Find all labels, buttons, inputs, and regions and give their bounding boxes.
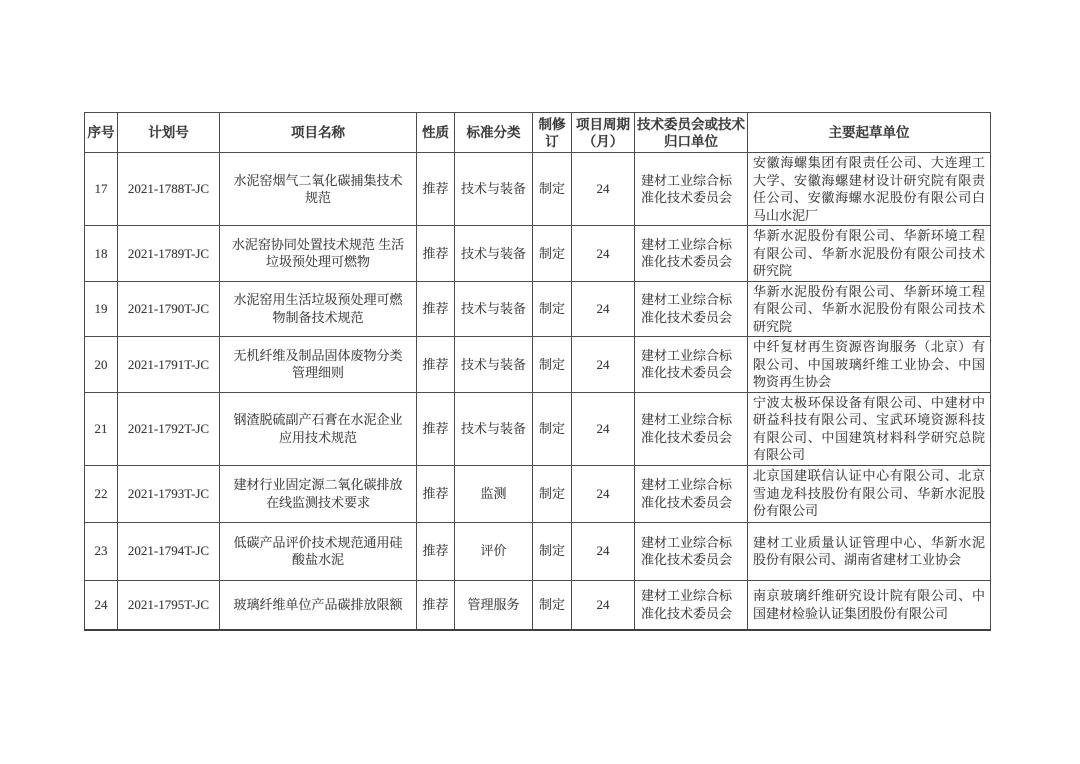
table-row <box>85 153 991 226</box>
cell-drafters: 安徽海螺集团有限责任公司、大连理工大学、安徽海螺建材设计研究院有限责任公司、安徽海螺水泥股份有限公司白马山水泥厂 <box>748 153 991 226</box>
cell-plan: 2021-1789T-JC <box>118 226 220 282</box>
header-col-no: 序号 <box>85 113 118 153</box>
cell-revision: 制定 <box>533 226 572 282</box>
table-row <box>85 281 991 337</box>
standards-plan-table <box>84 112 991 631</box>
header-col-committee: 技术委员会或技术归口单位 <box>635 113 748 153</box>
cell-category: 评价 <box>455 522 533 580</box>
cell-no: 22 <box>85 465 118 522</box>
cell-plan: 2021-1793T-JC <box>118 465 220 522</box>
cell-drafters: 建材工业质量认证管理中心、华新水泥股份有限公司、湖南省建材工业协会 <box>748 522 991 580</box>
cell-drafters: 南京玻璃纤维研究设计院有限公司、中国建材检验认证集团股份有限公司 <box>748 580 991 630</box>
table-row <box>85 337 991 393</box>
cell-nature: 推荐 <box>417 522 455 580</box>
cell-name: 低碳产品评价技术规范通用硅酸盐水泥 <box>220 522 417 580</box>
cell-nature: 推荐 <box>417 465 455 522</box>
cell-name: 钢渣脱硫副产石膏在水泥企业应用技术规范 <box>220 392 417 465</box>
cell-nature: 推荐 <box>417 281 455 337</box>
cell-category: 监测 <box>455 465 533 522</box>
header-col-revision: 制修订 <box>533 113 572 153</box>
cell-name: 水泥窑协同处置技术规范 生活垃圾预处理可燃物 <box>220 226 417 282</box>
cell-no: 23 <box>85 522 118 580</box>
cell-revision: 制定 <box>533 580 572 630</box>
cell-drafters: 宁波太极环保设备有限公司、中建材中研益科技有限公司、宝武环境资源科技有限公司、中国建筑材料科学研究总院有限公司 <box>748 392 991 465</box>
cell-category: 技术与装备 <box>455 337 533 393</box>
cell-revision: 制定 <box>533 337 572 393</box>
cell-plan: 2021-1791T-JC <box>118 337 220 393</box>
header-col-name: 项目名称 <box>220 113 417 153</box>
cell-revision: 制定 <box>533 392 572 465</box>
cell-committee: 建材工业综合标准化技术委员会 <box>635 465 748 522</box>
standards-plan-table-container <box>84 112 990 631</box>
cell-category: 技术与装备 <box>455 226 533 282</box>
cell-nature: 推荐 <box>417 580 455 630</box>
cell-period: 24 <box>572 153 635 226</box>
table-header-row <box>85 113 991 153</box>
header-col-category: 标准分类 <box>455 113 533 153</box>
table-row <box>85 392 991 465</box>
cell-period: 24 <box>572 226 635 282</box>
table-row <box>85 226 991 282</box>
cell-plan: 2021-1790T-JC <box>118 281 220 337</box>
cell-period: 24 <box>572 281 635 337</box>
cell-no: 17 <box>85 153 118 226</box>
cell-revision: 制定 <box>533 153 572 226</box>
cell-revision: 制定 <box>533 281 572 337</box>
cell-plan: 2021-1794T-JC <box>118 522 220 580</box>
cell-name: 玻璃纤维单位产品碳排放限额 <box>220 580 417 630</box>
cell-committee: 建材工业综合标准化技术委员会 <box>635 522 748 580</box>
table-row <box>85 522 991 580</box>
cell-committee: 建材工业综合标准化技术委员会 <box>635 337 748 393</box>
cell-drafters: 华新水泥股份有限公司、华新环境工程有限公司、华新水泥股份有限公司技术研究院 <box>748 226 991 282</box>
cell-drafters: 北京国建联信认证中心有限公司、北京雪迪龙科技股份有限公司、华新水泥股份有限公司 <box>748 465 991 522</box>
cell-revision: 制定 <box>533 522 572 580</box>
cell-no: 19 <box>85 281 118 337</box>
cell-name: 水泥窑用生活垃圾预处理可燃物制备技术规范 <box>220 281 417 337</box>
cell-committee: 建材工业综合标准化技术委员会 <box>635 226 748 282</box>
cell-period: 24 <box>572 392 635 465</box>
cell-category: 管理服务 <box>455 580 533 630</box>
cell-name: 水泥窑烟气二氧化碳捕集技术规范 <box>220 153 417 226</box>
cell-committee: 建材工业综合标准化技术委员会 <box>635 392 748 465</box>
header-col-period: 项目周期（月） <box>572 113 635 153</box>
cell-no: 21 <box>85 392 118 465</box>
header-col-nature: 性质 <box>417 113 455 153</box>
cell-plan: 2021-1795T-JC <box>118 580 220 630</box>
cell-period: 24 <box>572 465 635 522</box>
cell-no: 24 <box>85 580 118 630</box>
cell-period: 24 <box>572 580 635 630</box>
cell-category: 技术与装备 <box>455 153 533 226</box>
cell-nature: 推荐 <box>417 153 455 226</box>
cell-plan: 2021-1792T-JC <box>118 392 220 465</box>
cell-revision: 制定 <box>533 465 572 522</box>
header-col-drafters: 主要起草单位 <box>748 113 991 153</box>
cell-drafters: 中纤复材再生资源咨询服务（北京）有限公司、中国玻璃纤维工业协会、中国物资再生协会 <box>748 337 991 393</box>
cell-drafters: 华新水泥股份有限公司、华新环境工程有限公司、华新水泥股份有限公司技术研究院 <box>748 281 991 337</box>
cell-period: 24 <box>572 337 635 393</box>
cell-no: 20 <box>85 337 118 393</box>
cell-plan: 2021-1788T-JC <box>118 153 220 226</box>
table-row <box>85 580 991 630</box>
table-row <box>85 465 991 522</box>
cell-period: 24 <box>572 522 635 580</box>
cell-nature: 推荐 <box>417 337 455 393</box>
cell-name: 建材行业固定源二氧化碳排放在线监测技术要求 <box>220 465 417 522</box>
cell-committee: 建材工业综合标准化技术委员会 <box>635 281 748 337</box>
cell-committee: 建材工业综合标准化技术委员会 <box>635 153 748 226</box>
cell-no: 18 <box>85 226 118 282</box>
cell-category: 技术与装备 <box>455 392 533 465</box>
header-col-plan: 计划号 <box>118 113 220 153</box>
cell-nature: 推荐 <box>417 226 455 282</box>
cell-nature: 推荐 <box>417 392 455 465</box>
cell-committee: 建材工业综合标准化技术委员会 <box>635 580 748 630</box>
cell-category: 技术与装备 <box>455 281 533 337</box>
cell-name: 无机纤维及制品固体废物分类管理细则 <box>220 337 417 393</box>
